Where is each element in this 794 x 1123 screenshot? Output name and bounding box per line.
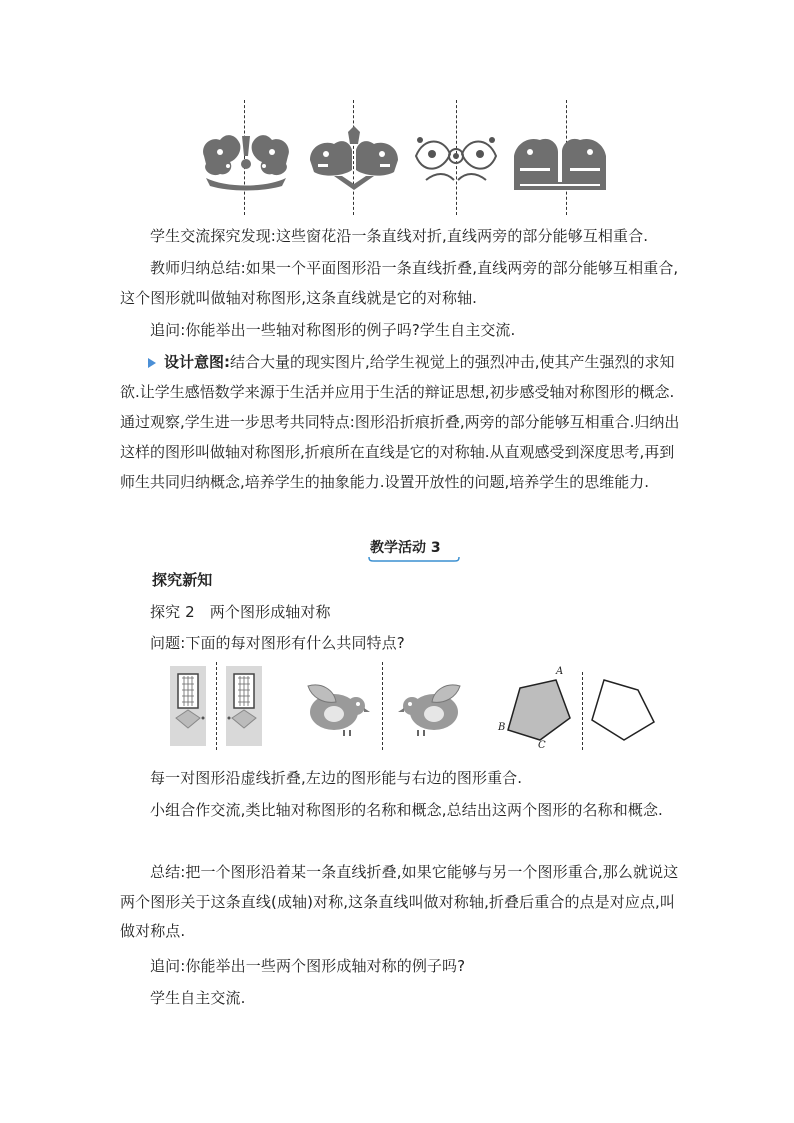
- beast-papercut-image: [510, 126, 610, 192]
- design-intent-label: 设计意图:: [164, 353, 230, 371]
- follow-up-paragraph: 追问:你能举出一些轴对称图形的例子吗?学生自主交流.: [150, 321, 516, 339]
- point-label-c: C: [538, 740, 546, 751]
- pentagon-left: [500, 676, 574, 748]
- section-heading: 探究新知: [152, 571, 213, 589]
- point-label-b: B: [498, 722, 506, 733]
- pentagon-right: [590, 676, 662, 748]
- teacher-summary-paragraph: 教师归纳总结:如果一个平面图形沿一条直线折叠,直线两旁的部分能够互相重合,这个图形就叫做轴对称图形,这条直线就是它的对称轴.: [120, 259, 679, 307]
- dragon-papercut-image: [196, 126, 296, 192]
- question-paragraph: 问题:下面的每对图形有什么共同特点?: [150, 634, 405, 652]
- door-image-left: [170, 666, 206, 750]
- fold-line: [582, 672, 583, 750]
- discovery-paragraph: 学生交流探究发现:这些窗花沿一条直线对折,直线两旁的部分能够互相重合.: [150, 227, 649, 245]
- fold-line: [382, 662, 383, 750]
- design-intent-paragraph: [120, 347, 680, 497]
- group-exchange-paragraph: 小组合作交流,类比轴对称图形的名称和概念,总结出这两个图形的名称和概念.: [150, 801, 663, 819]
- lion-papercut-image: [304, 126, 404, 192]
- triangle-bullet-icon: [148, 358, 156, 368]
- bird-image-right: [398, 680, 464, 740]
- papercut-figures: [196, 100, 608, 215]
- design-intent-text: 结合大量的现实图片,给学生视觉上的强烈冲击,使其产生强烈的求知欲.让学生感悟数学来源于生活并应用于生活的辩证思想,初步感受轴对称图形的概念.通过观察,学生进一步思考共同特点:图形沿折痕折叠,两旁的部分能够互相重合.归纳出这样的图形叫做轴对称图形,折痕所在直线是它的对称轴.从直观感受到深度思考,再到师生共同归纳概念,培养学生的抽象能力.设置开放性的问题,培养学生的思维能力.: [120, 353, 680, 491]
- bird-image-left: [304, 680, 370, 740]
- fold-line: [216, 662, 217, 750]
- summary-paragraph: 总结:把一个图形沿着某一条直线折叠,如果它能够与另一个图形重合,那么就说这两个图形关于这条直线(成轴)对称,这条直线叫做对称轴,折叠后重合的点是对应点,叫做对称点.: [120, 863, 679, 940]
- activity-title-underline: [368, 556, 460, 562]
- paired-figures: [170, 662, 670, 752]
- point-label-a: A: [556, 666, 564, 677]
- flower-papercut-image: [406, 126, 506, 192]
- explore-title: 探究 2 两个图形成轴对称: [150, 603, 331, 621]
- self-exchange-paragraph: 学生自主交流.: [150, 989, 246, 1007]
- follow-up-2-paragraph: 追问:你能举出一些两个图形成轴对称的例子吗?: [150, 957, 466, 975]
- fold-observation-paragraph: 每一对图形沿虚线折叠,左边的图形能与右边的图形重合.: [150, 769, 523, 787]
- door-image-right: [226, 666, 262, 750]
- activity-title: 教学活动 3: [370, 540, 441, 556]
